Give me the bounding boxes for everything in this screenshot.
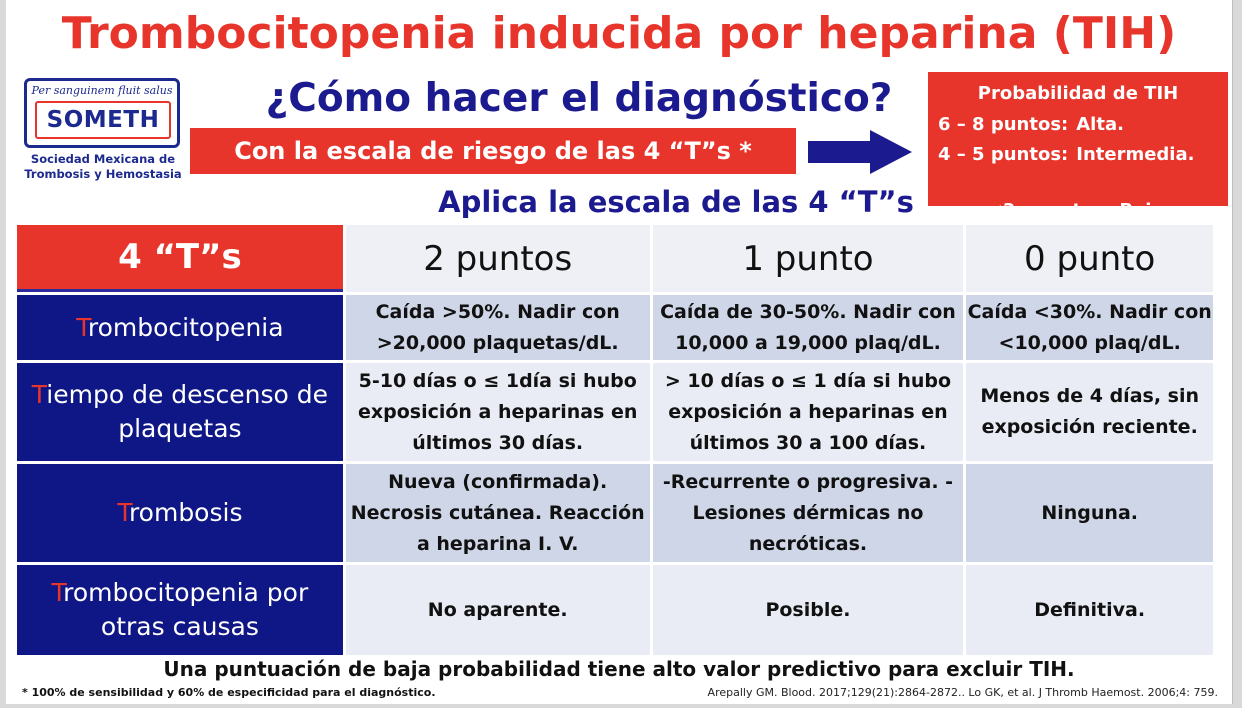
- table-cell: Caída <30%. Nadir con <10,000 plaq/dL.: [966, 295, 1213, 360]
- row-header-text: rombocitopenia por otras causas: [63, 578, 309, 641]
- footnote: * 100% de sensibilidad y 60% de especificidad para el diagnóstico.: [22, 686, 436, 699]
- logo-name-line-1: Sociedad Mexicana de: [30, 152, 176, 166]
- page-title: Trombocitopenia inducida por heparina (TIH): [61, 8, 1177, 59]
- logo-society-name: [18, 152, 188, 182]
- row-header-text: iempo de descenso de plaquetas: [46, 380, 329, 443]
- column-header-1-punto: 1 punto: [653, 225, 964, 292]
- probability-range: 4 – 5 puntos:: [938, 144, 1069, 165]
- logo-wordmark: SOMETH: [35, 101, 171, 139]
- probability-title: Probabilidad de TIH: [977, 83, 1179, 104]
- table-cell: Ninguna.: [966, 464, 1213, 562]
- table-row: [17, 295, 1213, 360]
- table-row: [17, 363, 1213, 461]
- conclusion-text: Una puntuación de baja probabilidad tiene alto valor predictivo para excluir TIH.: [163, 657, 1075, 681]
- row-header-trombosis: [17, 464, 343, 562]
- page-subtitle: ¿Cómo hacer el diagnóstico?: [265, 76, 893, 121]
- four-ts-table: [14, 222, 1216, 658]
- references: Arepally GM. Blood. 2017;129(21):2864-2872.. Lo GK, et al. J Thromb Haemost. 2006;4: 759.: [707, 686, 1218, 699]
- probability-row-intermediate: [938, 142, 1194, 168]
- probability-box: [928, 72, 1228, 221]
- row-header-initial: T: [76, 312, 88, 342]
- table-cell: Definitiva.: [966, 565, 1213, 655]
- table-cell: Caída >50%. Nadir con >20,000 plaquetas/dL.: [346, 295, 650, 360]
- row-header-initial: T: [31, 380, 47, 409]
- table-cell: No aparente.: [346, 565, 650, 655]
- row-header-text: rombocitopenia: [87, 312, 284, 342]
- row-header-tiempo: [17, 363, 343, 461]
- logo-name-line-2: Trombosis y Hemostasia: [24, 167, 182, 181]
- row-header-otras-causas: [17, 565, 343, 655]
- probability-range: <3 puntos:: [987, 200, 1112, 221]
- row-header-initial: T: [117, 498, 129, 527]
- probability-level: Baja.: [1119, 200, 1171, 221]
- row-header-text: rombosis: [128, 498, 243, 527]
- row-header-trombocitopenia: [17, 295, 343, 360]
- table-cell: > 10 días o ≤ 1 día si hubo exposición a heparinas en últimos 30 a 100 días.: [653, 363, 964, 461]
- table-header-row: [17, 225, 1213, 292]
- table-cell: Caída de 30-50%. Nadir con 10,000 a 19,000 plaq/dL.: [653, 295, 964, 360]
- table-row: [17, 464, 1213, 562]
- column-header-0-punto: 0 punto: [966, 225, 1213, 292]
- table-cell: -Recurrente o progresiva. -Lesiones dérmicas no necróticas.: [653, 464, 964, 562]
- slide: [6, 0, 1233, 704]
- logo-badge: [24, 78, 180, 148]
- table-cell: Posible.: [653, 565, 964, 655]
- probability-range: 6 – 8 puntos:: [938, 114, 1069, 135]
- logo-motto: Per sanguinem fluit salus: [31, 84, 173, 97]
- apply-scale-heading: Aplica la escala de las 4 “T”s: [438, 185, 914, 219]
- right-arrow-icon: [808, 130, 912, 174]
- probability-row-high: [938, 112, 1124, 138]
- row-header-initial: T: [51, 578, 64, 607]
- probability-level: Intermedia.: [1076, 144, 1195, 165]
- scale-banner: Con la escala de riesgo de las 4 “T”s *: [190, 128, 796, 174]
- table-corner-header: 4 “T”s: [17, 225, 343, 292]
- table-cell: 5-10 días o ≤ 1día si hubo exposición a heparinas en últimos 30 días.: [346, 363, 650, 461]
- probability-level: Alta.: [1076, 114, 1124, 135]
- table-row: [17, 565, 1213, 655]
- table-cell: Menos de 4 días, sin exposición reciente.: [966, 363, 1213, 461]
- column-header-2-puntos: 2 puntos: [346, 225, 650, 292]
- someth-logo: [18, 78, 188, 188]
- table-cell: Nueva (confirmada). Necrosis cutánea. Reacción a heparina I. V.: [346, 464, 650, 562]
